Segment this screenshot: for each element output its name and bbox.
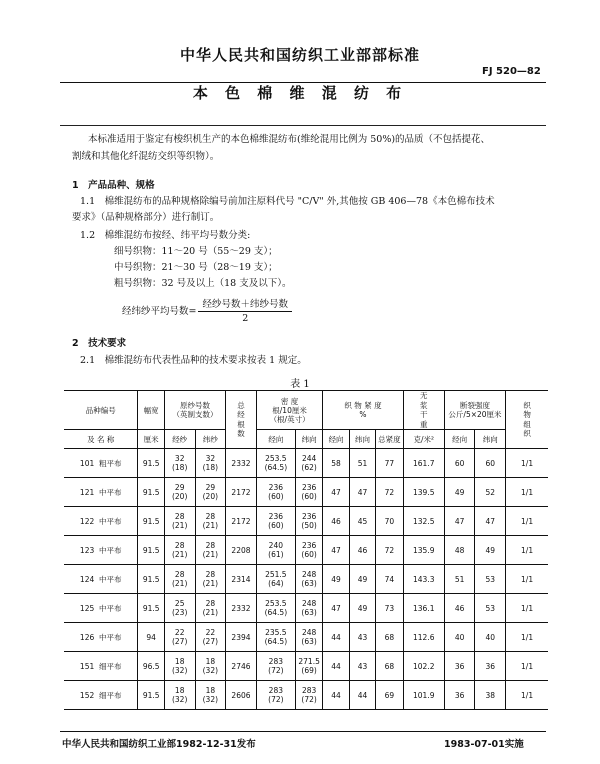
cell-weight: 139.5 (403, 478, 444, 507)
cell-strength-warp: 46 (444, 594, 475, 623)
cell-strength-weft: 52 (475, 478, 506, 507)
cell-total-ends: 2208 (226, 536, 257, 565)
col-width-unit: 厘米 (138, 430, 164, 449)
standard-code: FJ 520—82 (482, 66, 541, 77)
cell-density-warp: 235.5 (64.5) (256, 623, 295, 652)
cell-weft-yarn: 22 (27) (195, 623, 226, 652)
cell-weave: 1/1 (506, 449, 548, 478)
cell-width: 91.5 (138, 449, 164, 478)
col-tightness-header: 织 物 紧 度 % (323, 391, 403, 430)
cell-width: 91.5 (138, 565, 164, 594)
cell-tight-total: 68 (376, 652, 403, 681)
cell-weft-yarn: 28 (21) (195, 565, 226, 594)
cell-strength-weft: 36 (475, 652, 506, 681)
cell-weave: 1/1 (506, 536, 548, 565)
cell-total-ends: 2394 (226, 623, 257, 652)
cell-strength-warp: 60 (444, 449, 475, 478)
cell-tight-warp: 47 (323, 594, 349, 623)
cell-tight-weft: 45 (349, 507, 375, 536)
cell-tight-total: 77 (376, 449, 403, 478)
table-row (64, 478, 548, 507)
cell-tight-total: 68 (376, 623, 403, 652)
cell-tight-warp: 44 (323, 681, 349, 710)
section-1-1-line-2: 要求》（品种规格部分）进行制订。 (72, 212, 220, 223)
col-strength-weft-header: 纬向 (475, 430, 506, 449)
cell-tight-warp: 58 (323, 449, 349, 478)
cell-code-name: 123 中平布 (64, 536, 138, 565)
cell-code-name: 152 细平布 (64, 681, 138, 710)
table-caption: 表 1 (290, 379, 310, 390)
cell-total-ends: 2606 (226, 681, 257, 710)
cell-width: 91.5 (138, 681, 164, 710)
col-tight-warp-header: 经向 (323, 430, 349, 449)
cell-tight-warp: 47 (323, 478, 349, 507)
cell-tight-weft: 43 (349, 623, 375, 652)
formula-numerator: 经纱号数＋纬纱号数 (198, 296, 292, 312)
cell-warp-yarn: 29 (20) (164, 478, 195, 507)
footer-issuer: 中华人民共和国纺织工业部1982-12-31发布 (62, 739, 256, 750)
col-tight-total-header: 总紧度 (376, 430, 403, 449)
class-fine: 细号织物：11～20 号（55～29 支）； (114, 246, 278, 257)
col-width-header: 幅宽 (138, 391, 164, 430)
cell-tight-total: 69 (376, 681, 403, 710)
cell-code-name: 122 中平布 (64, 507, 138, 536)
cell-tight-weft: 43 (349, 652, 375, 681)
cell-tight-warp: 44 (323, 623, 349, 652)
cell-code-name: 126 中平布 (64, 623, 138, 652)
col-tight-weft-header: 纬向 (349, 430, 375, 449)
cell-strength-warp: 48 (444, 536, 475, 565)
cell-density-weft: 236 (60) (295, 536, 322, 565)
issuing-organization: 中华人民共和国纺织工业部部标准 (179, 46, 420, 64)
cell-density-weft: 248 (63) (295, 565, 322, 594)
cell-tight-warp: 47 (323, 536, 349, 565)
cell-width: 91.5 (138, 507, 164, 536)
cell-tight-weft: 49 (349, 594, 375, 623)
cell-density-warp: 240 (61) (256, 536, 295, 565)
cell-strength-weft: 60 (475, 449, 506, 478)
cell-density-weft: 236 (60) (295, 478, 322, 507)
cell-density-warp: 253.5 (64.5) (256, 594, 295, 623)
cell-density-warp: 251.5 (64) (256, 565, 295, 594)
cell-weight: 161.7 (403, 449, 444, 478)
cell-strength-weft: 53 (475, 565, 506, 594)
cell-code-name: 101 粗平布 (64, 449, 138, 478)
cell-total-ends: 2332 (226, 449, 257, 478)
cell-tight-total: 70 (376, 507, 403, 536)
cell-density-warp: 283 (72) (256, 681, 295, 710)
cell-strength-warp: 51 (444, 565, 475, 594)
cell-weight: 101.9 (403, 681, 444, 710)
average-count-formula (122, 296, 292, 324)
cell-density-warp: 253.5 (64.5) (256, 449, 295, 478)
cell-tight-total: 73 (376, 594, 403, 623)
cell-weft-yarn: 29 (20) (195, 478, 226, 507)
cell-tight-total: 74 (376, 565, 403, 594)
cell-weave: 1/1 (506, 652, 548, 681)
cell-weight: 132.5 (403, 507, 444, 536)
col-strength-warp-header: 经向 (444, 430, 475, 449)
cell-width: 96.5 (138, 652, 164, 681)
cell-weft-yarn: 28 (21) (195, 536, 226, 565)
col-density-weft-header: 纬向 (295, 430, 322, 449)
col-density-header: 密 度 根/10厘米 （根/英寸） (256, 391, 323, 430)
cell-warp-yarn: 18 (32) (164, 681, 195, 710)
cell-width: 94 (138, 623, 164, 652)
cell-tight-weft: 51 (349, 449, 375, 478)
col-weft-yarn-header: 纬纱 (195, 430, 226, 449)
footer-rule (60, 731, 546, 732)
cell-weave: 1/1 (506, 565, 548, 594)
section-2-heading: 2 技术要求 (72, 338, 127, 349)
cell-code-name: 121 中平布 (64, 478, 138, 507)
cell-weight: 102.2 (403, 652, 444, 681)
col-code-header: 品种编号 (64, 391, 138, 430)
cell-weft-yarn: 32 (18) (195, 449, 226, 478)
table-row (64, 507, 548, 536)
cell-density-weft: 271.5 (69) (295, 652, 322, 681)
footer-effective: 1983-07-01实施 (444, 739, 524, 750)
cell-tight-weft: 47 (349, 478, 375, 507)
cell-strength-warp: 49 (444, 478, 475, 507)
cell-code-name: 124 中平布 (64, 565, 138, 594)
cell-warp-yarn: 28 (21) (164, 507, 195, 536)
col-weight-unit: 克/米² (403, 430, 444, 449)
cell-weft-yarn: 18 (32) (195, 652, 226, 681)
header-row-2 (64, 430, 548, 449)
cell-strength-weft: 38 (475, 681, 506, 710)
cell-density-weft: 283 (72) (295, 681, 322, 710)
document-title: 本 色 棉 维 混 纺 布 (192, 84, 408, 102)
cell-width: 91.5 (138, 594, 164, 623)
cell-tight-warp: 44 (323, 652, 349, 681)
class-medium: 中号织物：21～30 号（28～19 支）； (114, 262, 278, 273)
cell-total-ends: 2746 (226, 652, 257, 681)
cell-warp-yarn: 22 (27) (164, 623, 195, 652)
cell-tight-warp: 49 (323, 565, 349, 594)
cell-total-ends: 2172 (226, 507, 257, 536)
cell-weave: 1/1 (506, 507, 548, 536)
intro-line-1: 本标准适用于鉴定有梭织机生产的本色棉维混纺布(维纶混用比例为 50%)的品质（不包括提花、 (88, 134, 491, 145)
class-coarse: 粗号织物：32 号及以上（18 支及以下）。 (114, 278, 292, 289)
cell-weft-yarn: 18 (32) (195, 681, 226, 710)
cell-strength-weft: 53 (475, 594, 506, 623)
col-weave-header: 织 物 组 织 (506, 391, 548, 449)
cell-weight: 136.1 (403, 594, 444, 623)
cell-tight-weft: 44 (349, 681, 375, 710)
cell-weave: 1/1 (506, 623, 548, 652)
cell-strength-weft: 49 (475, 536, 506, 565)
col-yarn-header: 原纱号数 （英制支数） (164, 391, 225, 430)
cell-density-weft: 236 (50) (295, 507, 322, 536)
table-row (64, 623, 548, 652)
col-weight-header: 无 浆 干 重 (403, 391, 444, 430)
title-rule (60, 125, 546, 126)
cell-tight-weft: 49 (349, 565, 375, 594)
cell-density-weft: 244 (62) (295, 449, 322, 478)
cell-warp-yarn: 28 (21) (164, 536, 195, 565)
table-row (64, 449, 548, 478)
formula-denominator: 2 (242, 313, 249, 324)
cell-strength-weft: 47 (475, 507, 506, 536)
table-row (64, 681, 548, 710)
cell-density-warp: 236 (60) (256, 478, 295, 507)
cell-weave: 1/1 (506, 681, 548, 710)
cell-width: 91.5 (138, 478, 164, 507)
cell-tight-total: 72 (376, 478, 403, 507)
cell-code-name: 125 中平布 (64, 594, 138, 623)
cell-density-warp: 283 (72) (256, 652, 295, 681)
table-row (64, 536, 548, 565)
cell-weft-yarn: 28 (21) (195, 594, 226, 623)
col-density-warp-header: 经向 (256, 430, 295, 449)
section-1-1-line-1: 1.1 棉维混纺布的品种规格除编号前加注原料代号 "C/V" 外,其他按 GB 406—78《本色棉布技术 (80, 196, 495, 207)
cell-strength-warp: 40 (444, 623, 475, 652)
cell-weave: 1/1 (506, 478, 548, 507)
cell-total-ends: 2314 (226, 565, 257, 594)
col-total-ends-header: 总 经 根 数 (226, 391, 257, 449)
cell-warp-yarn: 28 (21) (164, 565, 195, 594)
section-2-1: 2.1 棉维混纺布代表性品种的技术要求按表 1 规定。 (80, 355, 307, 366)
section-1-2: 1.2 棉维混纺布按经、纬平均号数分类: (80, 230, 251, 241)
cell-total-ends: 2332 (226, 594, 257, 623)
cell-strength-warp: 36 (444, 681, 475, 710)
cell-code-name: 151 细平布 (64, 652, 138, 681)
cell-warp-yarn: 18 (32) (164, 652, 195, 681)
cell-density-weft: 248 (63) (295, 594, 322, 623)
cell-density-weft: 248 (63) (295, 623, 322, 652)
cell-total-ends: 2172 (226, 478, 257, 507)
cell-weight: 112.6 (403, 623, 444, 652)
cell-width: 91.5 (138, 536, 164, 565)
cell-warp-yarn: 25 (23) (164, 594, 195, 623)
cell-strength-weft: 40 (475, 623, 506, 652)
cell-weight: 135.9 (403, 536, 444, 565)
table-row (64, 565, 548, 594)
header-row-1 (64, 391, 548, 430)
cell-weft-yarn: 28 (21) (195, 507, 226, 536)
cell-tight-total: 72 (376, 536, 403, 565)
cell-weight: 143.3 (403, 565, 444, 594)
col-strength-header: 断裂强度 公斤/5×20厘米 (444, 391, 505, 430)
intro-line-2: 割绒和其他化纤混纺交织等织物）。 (72, 151, 220, 162)
col-name-header: 及 名 称 (64, 430, 138, 449)
spec-table (64, 390, 548, 710)
cell-weave: 1/1 (506, 594, 548, 623)
cell-strength-warp: 36 (444, 652, 475, 681)
cell-strength-warp: 47 (444, 507, 475, 536)
col-warp-yarn-header: 经纱 (164, 430, 195, 449)
cell-warp-yarn: 32 (18) (164, 449, 195, 478)
cell-tight-weft: 46 (349, 536, 375, 565)
section-1-heading: 1 产品品种、规格 (72, 180, 155, 191)
formula-lhs: 经纬纱平均号数= (122, 306, 197, 317)
cell-density-warp: 236 (60) (256, 507, 295, 536)
table-row (64, 652, 548, 681)
cell-tight-warp: 46 (323, 507, 349, 536)
table-row (64, 594, 548, 623)
